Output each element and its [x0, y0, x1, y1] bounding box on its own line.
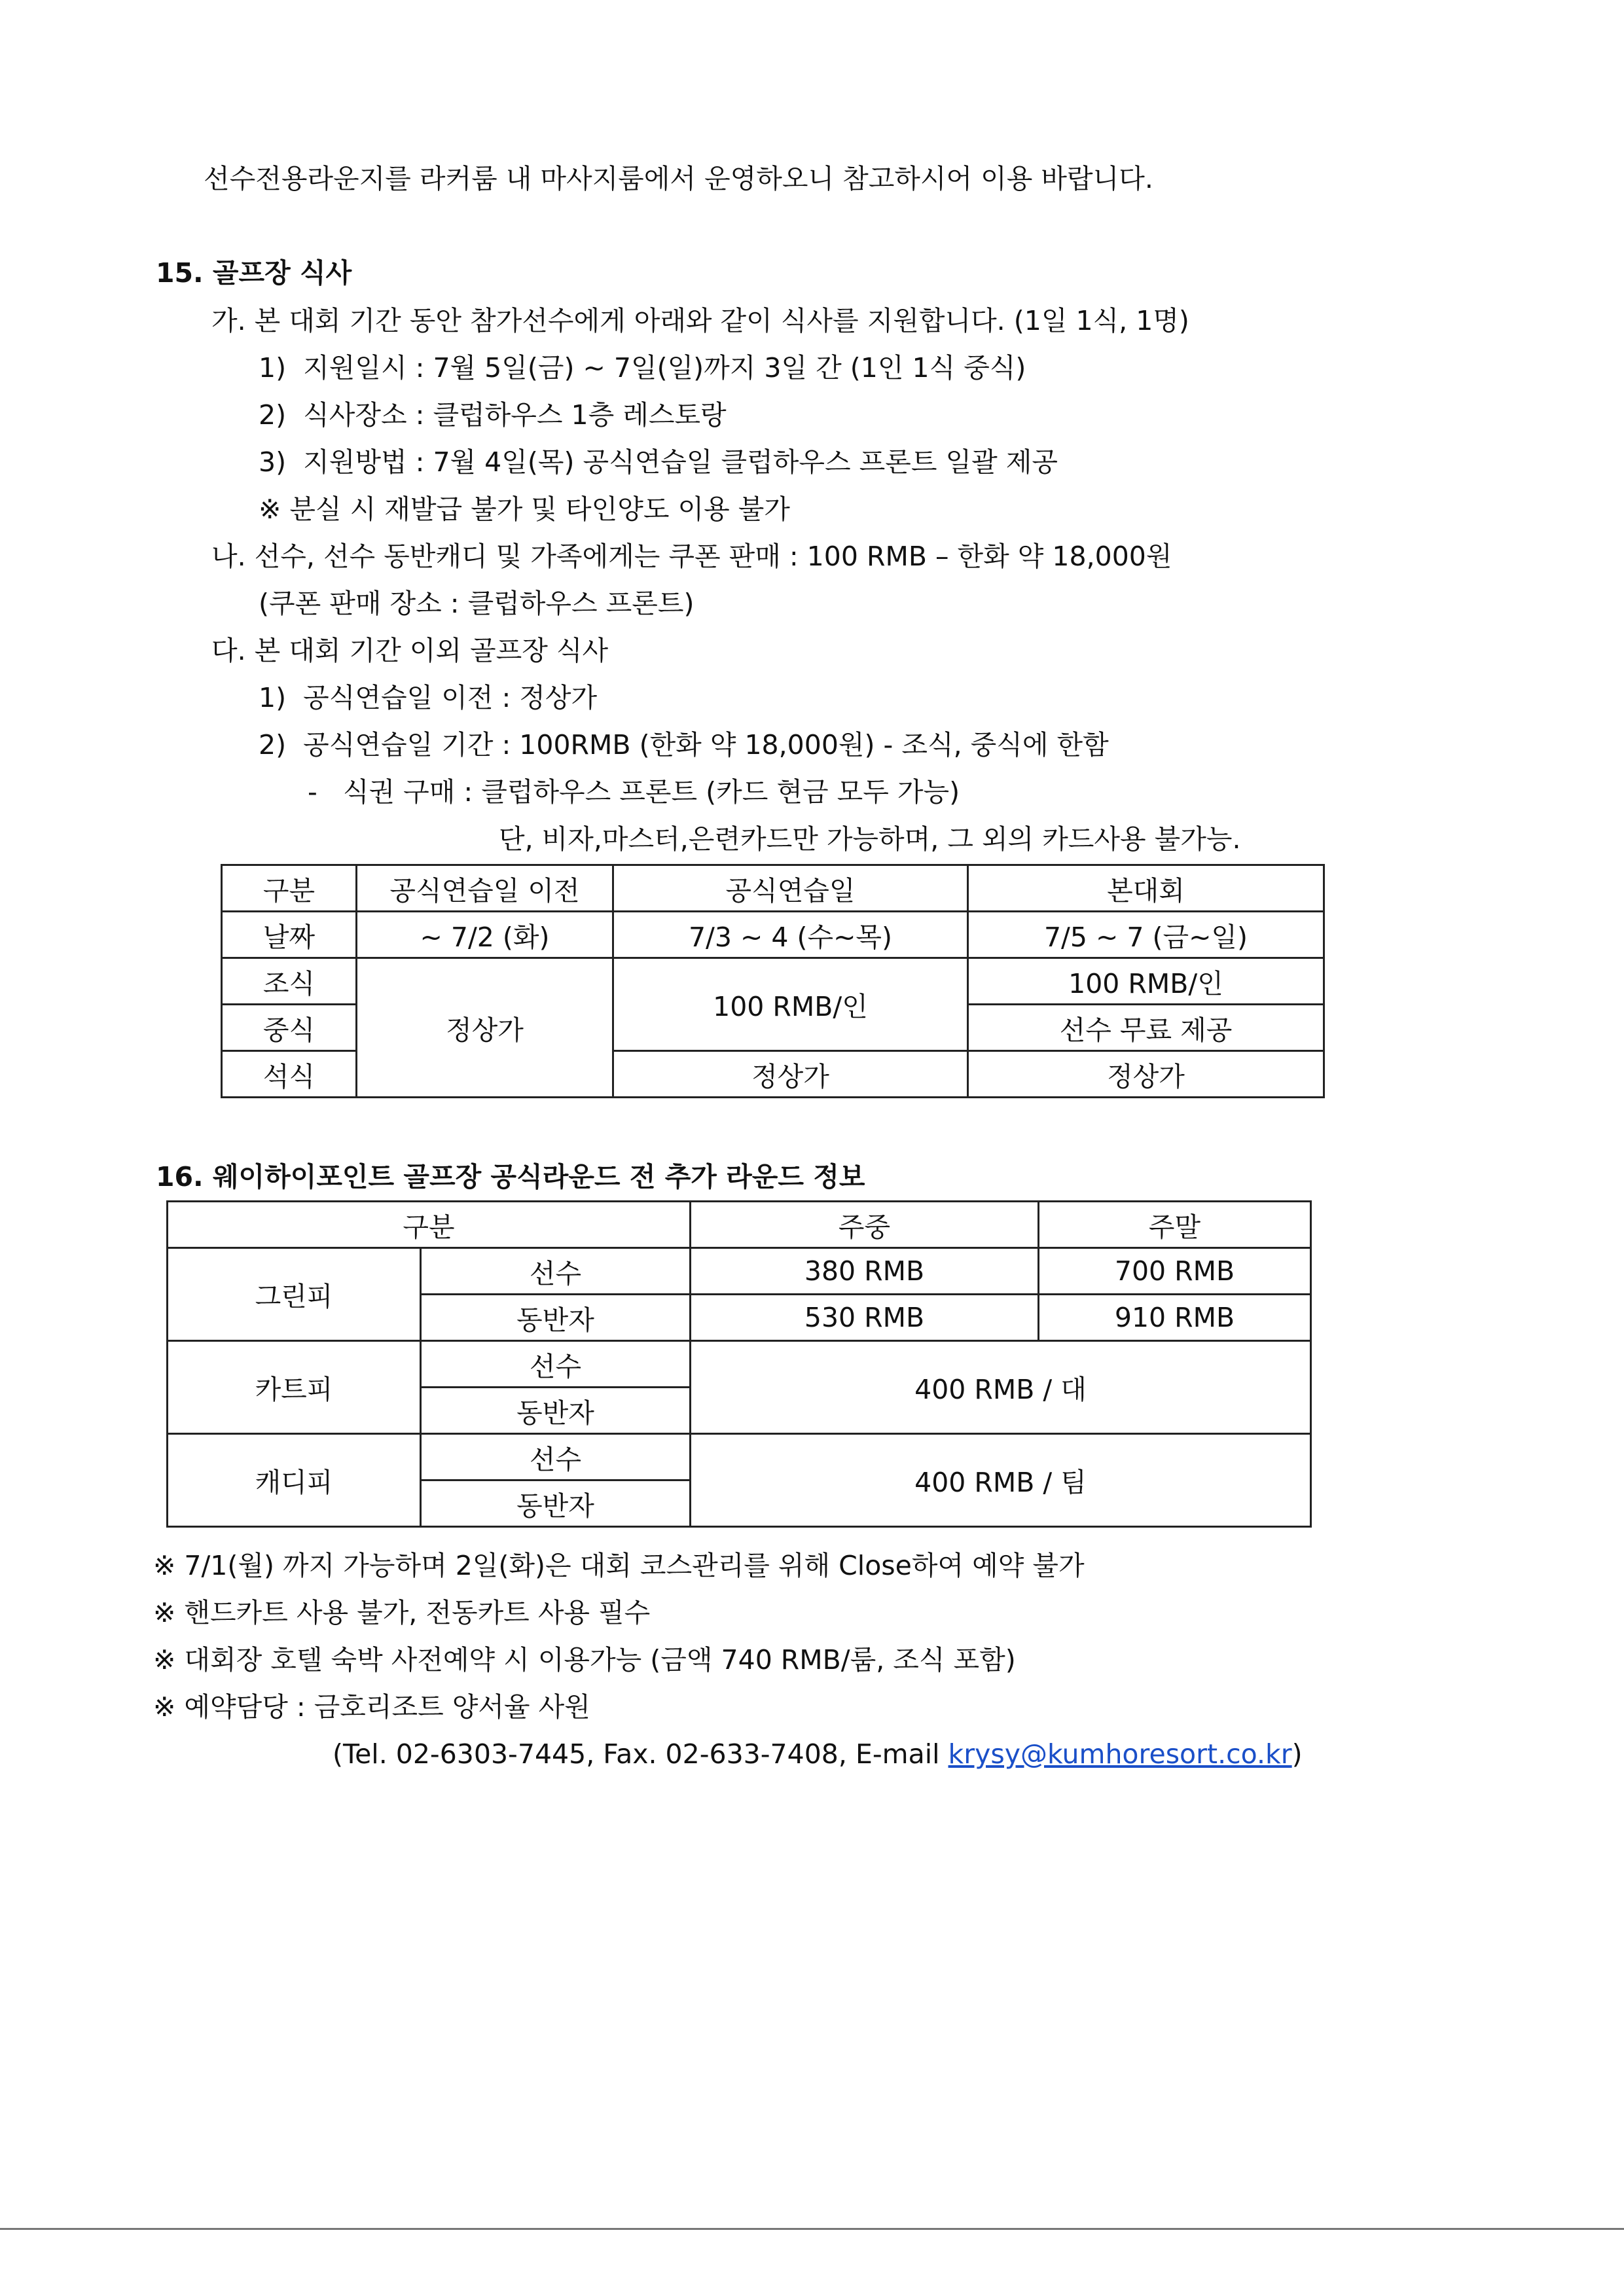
meal-header-before-practice: 공식연습일 이전	[357, 865, 613, 912]
section15-na-note: (쿠폰 판매 장소 : 클럽하우스 프론트)	[259, 588, 695, 619]
round-fee-table	[166, 1200, 1312, 1528]
meal-regular-price: 정상가	[357, 958, 613, 1098]
round-table-header-row	[168, 1202, 1311, 1248]
round-caddie-companion-label: 동반자	[421, 1480, 691, 1527]
section15-ga-item-1: 1) 지원일시 : 7월 5일(금) ~ 7일(일)까지 3일 간 (1인 1식 중식)	[259, 352, 1026, 384]
section16-note-1: ※ 7/1(월) 까지 가능하며 2일(화)은 대회 코스관리를 위해 Close하여 예약 불가	[153, 1550, 1085, 1581]
meal-main-breakfast: 100 RMB/인	[968, 958, 1324, 1005]
round-cart-player-label: 선수	[421, 1341, 691, 1388]
meal-main-lunch: 선수 무료 제공	[968, 1005, 1324, 1051]
round-caddie-player-row	[168, 1434, 1311, 1480]
section15-title: 15. 골프장 식사	[156, 257, 352, 289]
round-green-companion-weekday: 530 RMB	[691, 1295, 1039, 1341]
meal-date-label: 날짜	[222, 912, 357, 958]
round-green-player-weekend: 700 RMB	[1039, 1248, 1311, 1295]
meal-breakfast-label: 조식	[222, 958, 357, 1005]
meal-main-dinner: 정상가	[968, 1051, 1324, 1098]
section15-da-sub-note: 단, 비자,마스터,은련카드만 가능하며, 그 외의 카드사용 불가능.	[499, 823, 1241, 855]
round-cart-price: 400 RMB / 대	[691, 1341, 1311, 1434]
meal-dinner-label: 석식	[222, 1051, 357, 1098]
section15-ga-note: ※ 분실 시 재발급 불가 및 타인양도 이용 불가	[259, 493, 790, 525]
round-green-player-label: 선수	[421, 1248, 691, 1295]
section16-note-4: ※ 예약담당 : 금호리조트 양서율 사원	[153, 1691, 590, 1723]
round-caddie-price: 400 RMB / 팀	[691, 1434, 1311, 1527]
meal-table	[221, 864, 1325, 1098]
round-cart-player-row	[168, 1341, 1311, 1388]
section15-da-sub: - 식권 구매 : 클럽하우스 프론트 (카드 현금 모두 가능)	[308, 776, 960, 808]
round-header-weekend: 주말	[1039, 1202, 1311, 1248]
section16-note-3: ※ 대회장 호텔 숙박 사전예약 시 이용가능 (금액 740 RMB/룸, 조식 포함)	[153, 1644, 1016, 1676]
meal-date-before-practice: ~ 7/2 (화)	[357, 912, 613, 958]
round-green-player-weekday: 380 RMB	[691, 1248, 1039, 1295]
section15-da-item-2: 2) 공식연습일 기간 : 100RMB (한화 약 18,000원) - 조식, 중식에 한함	[259, 729, 1109, 761]
section16-note-2: ※ 핸드카트 사용 불가, 전동카트 사용 필수	[153, 1597, 651, 1628]
round-cart-companion-label: 동반자	[421, 1388, 691, 1434]
section15-ga-item-3: 3) 지원방법 : 7월 4일(목) 공식연습일 클럽하우스 프론트 일괄 제공	[259, 446, 1058, 478]
meal-date-practice: 7/3 ~ 4 (수~목)	[613, 912, 968, 958]
meal-table-date-row	[222, 912, 1324, 958]
round-caddie-fee-label: 캐디피	[168, 1434, 421, 1527]
meal-table-header-row	[222, 865, 1324, 912]
section15-ga: 가. 본 대회 기간 동안 참가선수에게 아래와 같이 식사를 지원합니다. (1일 1식, 1명)	[211, 305, 1189, 336]
round-caddie-player-label: 선수	[421, 1434, 691, 1480]
round-green-companion-weekend: 910 RMB	[1039, 1295, 1311, 1341]
meal-lunch-label: 중식	[222, 1005, 357, 1051]
section16-contact	[333, 1736, 1303, 1772]
section15-da: 다. 본 대회 기간 이외 골프장 식사	[211, 635, 609, 666]
meal-header-category: 구분	[222, 865, 357, 912]
contact-email-link[interactable]: krysy@kumhoresort.co.kr	[948, 1738, 1292, 1770]
round-header-category: 구분	[168, 1202, 691, 1248]
page-footer-rule	[0, 2228, 1624, 2230]
section16-title: 16. 웨이하이포인트 골프장 공식라운드 전 추가 라운드 정보	[156, 1161, 865, 1193]
meal-header-main: 본대회	[968, 865, 1324, 912]
contact-prefix: (Tel. 02-6303-7445, Fax. 02-633-7408, E-mail	[333, 1738, 948, 1770]
meal-practice-price: 100 RMB/인	[613, 958, 968, 1051]
meal-table-breakfast-row	[222, 958, 1324, 1005]
round-green-fee-label: 그린피	[168, 1248, 421, 1341]
section15-na: 나. 선수, 선수 동반캐디 및 가족에게는 쿠폰 판매 : 100 RMB – 한화 약 18,000원	[211, 541, 1172, 572]
section15-ga-item-2: 2) 식사장소 : 클럽하우스 1층 레스토랑	[259, 399, 727, 431]
round-green-player-row	[168, 1248, 1311, 1295]
round-cart-fee-label: 카트피	[168, 1341, 421, 1434]
intro-text: 선수전용라운지를 라커룸 내 마사지룸에서 운영하오니 참고하시어 이용 바랍니다.	[204, 163, 1153, 194]
contact-suffix: )	[1291, 1738, 1303, 1770]
round-header-weekday: 주중	[691, 1202, 1039, 1248]
round-green-companion-label: 동반자	[421, 1295, 691, 1341]
meal-header-practice: 공식연습일	[613, 865, 968, 912]
meal-practice-dinner: 정상가	[613, 1051, 968, 1098]
meal-date-main: 7/5 ~ 7 (금~일)	[968, 912, 1324, 958]
section15-da-item-1: 1) 공식연습일 이전 : 정상가	[259, 682, 598, 713]
